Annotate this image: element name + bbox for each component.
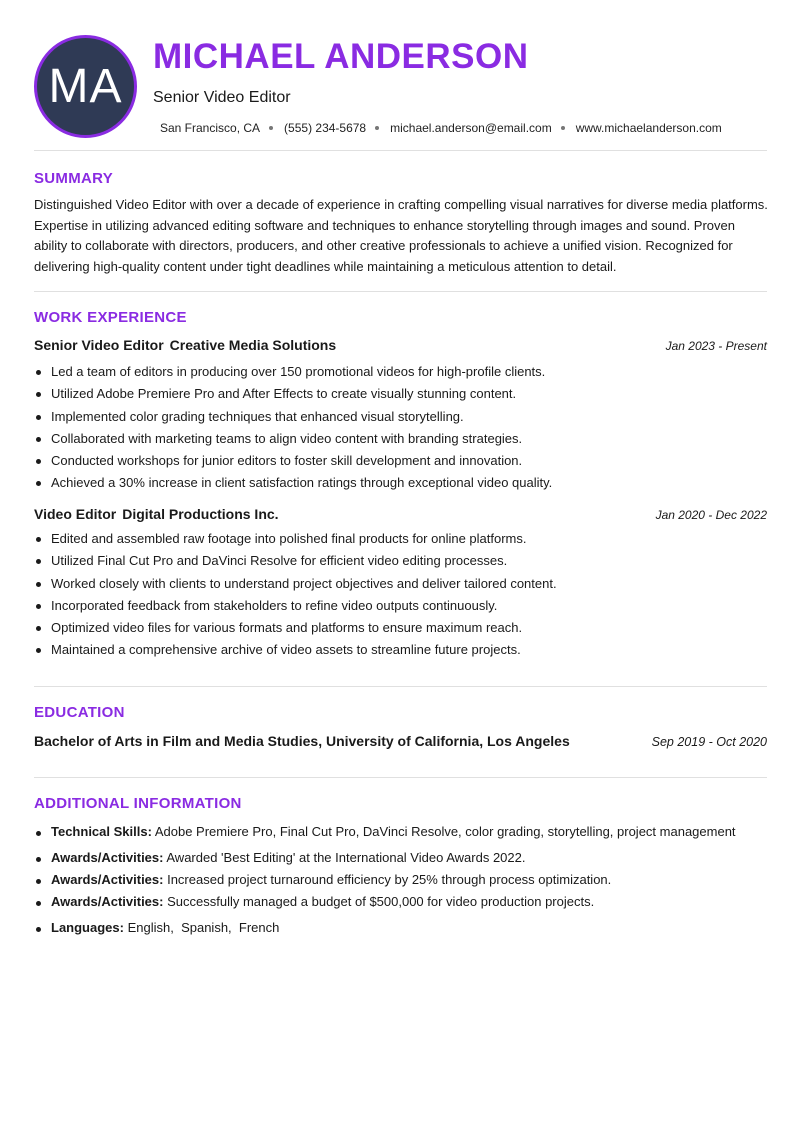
info-label: Technical Skills: bbox=[51, 824, 152, 839]
list-item: Collaborated with marketing teams to align video content with branding strategies. bbox=[34, 428, 552, 450]
divider bbox=[34, 150, 767, 151]
job-title-line bbox=[34, 506, 279, 522]
info-text: Successfully managed a budget of $500,000 for video production projects. bbox=[167, 894, 595, 909]
info-text: Awarded 'Best Editing' at the International Video Awards 2022. bbox=[166, 850, 526, 865]
list-item bbox=[34, 872, 736, 894]
divider bbox=[34, 777, 767, 778]
list-item: Maintained a comprehensive archive of video assets to streamline future projects. bbox=[34, 639, 557, 661]
list-item: Optimized video files for various formats and platforms to ensure maximum reach. bbox=[34, 617, 557, 639]
avatar-initials: MA bbox=[48, 60, 123, 113]
avatar bbox=[34, 35, 137, 138]
divider bbox=[34, 686, 767, 687]
list-item bbox=[34, 920, 736, 942]
job-role: Video Editor bbox=[34, 506, 117, 522]
list-item: Led a team of editors in producing over 150 promotional videos for high-profile clients. bbox=[34, 361, 552, 383]
job-title-line bbox=[34, 337, 336, 353]
work-experience-heading: WORK EXPERIENCE bbox=[34, 309, 187, 326]
info-text: English, Spanish, French bbox=[127, 920, 280, 935]
job-role: Senior Video Editor bbox=[34, 337, 164, 353]
candidate-name: MICHAEL ANDERSON bbox=[153, 37, 529, 76]
list-item: Incorporated feedback from stakeholders to refine video outputs continuously. bbox=[34, 595, 557, 617]
contact-website[interactable]: www.michaelanderson.com bbox=[575, 121, 722, 135]
list-item bbox=[34, 894, 736, 920]
divider bbox=[34, 291, 767, 292]
list-item bbox=[34, 824, 736, 850]
job-dates: Jan 2020 - Dec 2022 bbox=[655, 508, 767, 522]
job-company: Digital Productions Inc. bbox=[122, 506, 279, 522]
info-text: Adobe Premiere Pro, Final Cut Pro, DaVinci Resolve, color grading, storytelling, project management bbox=[154, 824, 736, 839]
list-item: Edited and assembled raw footage into polished final products for online platforms. bbox=[34, 528, 557, 550]
contact-phone: (555) 234-5678 bbox=[284, 121, 367, 135]
education-degree: Bachelor of Arts in Film and Media Studies, University of California, Los Angeles bbox=[34, 733, 570, 749]
education-entry bbox=[34, 733, 767, 749]
candidate-title: Senior Video Editor bbox=[153, 89, 291, 106]
job-dates: Jan 2023 - Present bbox=[665, 339, 767, 353]
info-label: Awards/Activities: bbox=[51, 850, 164, 865]
summary-text: Distinguished Video Editor with over a decade of experience in crafting compelling visual narratives for diverse media platforms. Expertise in utilizing advanced editing software and techniques to enhance storytelling through images and sound. Proven ability to collaborate with directors, producers, and other creative professionals to achieve a unified vision. Recognized for delivering high-quality content under tight deadlines while maintaining a meticulous attention to detail. bbox=[34, 197, 768, 274]
list-item bbox=[34, 850, 736, 872]
job-bullet-list bbox=[34, 361, 552, 495]
job-bullet-list bbox=[34, 528, 557, 662]
job-header bbox=[34, 337, 767, 353]
summary-heading: SUMMARY bbox=[34, 170, 114, 187]
contact-location: San Francisco, CA bbox=[160, 121, 261, 135]
job-company: Creative Media Solutions bbox=[169, 337, 337, 353]
separator-dot-icon bbox=[375, 126, 379, 130]
job-header bbox=[34, 506, 767, 522]
list-item: Utilized Final Cut Pro and DaVinci Resolve for efficient video editing processes. bbox=[34, 550, 557, 572]
separator-dot-icon bbox=[561, 126, 565, 130]
education-dates: Sep 2019 - Oct 2020 bbox=[651, 735, 767, 749]
list-item: Implemented color grading techniques that enhanced visual storytelling. bbox=[34, 406, 552, 428]
contact-bar bbox=[160, 121, 722, 135]
info-text: Increased project turnaround efficiency by 25% through process optimization. bbox=[167, 872, 612, 887]
info-label: Awards/Activities: bbox=[51, 872, 164, 887]
list-item: Conducted workshops for junior editors to foster skill development and innovation. bbox=[34, 450, 552, 472]
education-heading: EDUCATION bbox=[34, 704, 125, 721]
info-label: Awards/Activities: bbox=[51, 894, 164, 909]
list-item: Achieved a 30% increase in client satisfaction ratings through exceptional video quality. bbox=[34, 472, 552, 494]
additional-information-heading: ADDITIONAL INFORMATION bbox=[34, 795, 242, 812]
additional-info-list bbox=[34, 824, 736, 942]
info-label: Languages: bbox=[51, 920, 124, 935]
contact-email[interactable]: michael.anderson@email.com bbox=[390, 121, 552, 135]
list-item: Worked closely with clients to understand project objectives and deliver tailored content. bbox=[34, 573, 557, 595]
separator-dot-icon bbox=[269, 126, 273, 130]
list-item: Utilized Adobe Premiere Pro and After Effects to create visually stunning content. bbox=[34, 383, 552, 405]
